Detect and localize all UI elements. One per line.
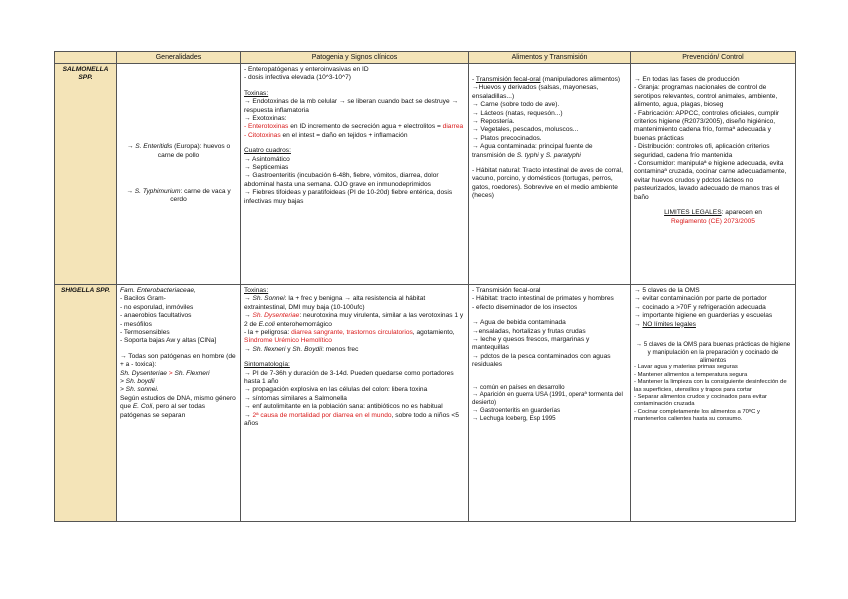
text-line: - Mantener la limpieza con la consiguiente desinfección de las superficies, utensilios y trapos para cortar <box>634 379 787 393</box>
table-row-salmonella <box>55 64 796 285</box>
text-line: → pdctos de la pesca contaminados con aguas residuales <box>472 352 611 369</box>
text-line: - Hábitat: tracto intestinal de primates y hombres <box>472 295 614 303</box>
text-line: - Enteropatógenas y enteroinvasivas en ID <box>244 66 369 73</box>
section-title-cuadros: Cuatro cuadros: <box>244 147 291 155</box>
text-line: - Termosensibles <box>120 329 170 337</box>
text-line: - Enterotoxinas en ID incremento de secreción agua + electrolitos = diarrea <box>244 123 464 131</box>
section-title-sintomatologia: Sintomatología: <box>244 361 290 369</box>
reglamento-ref: Reglamento (CE) 2073/2005 <box>671 217 755 225</box>
text-line: → propagación explosiva en las células del colon: libera toxina <box>244 386 428 394</box>
text-line: Según estudios de DNA, mismo género que E. Coli, pero al ser todas patógenas se separan <box>120 394 236 419</box>
text-line: - Soporta bajas Aw y altas [ClNa] <box>120 337 217 345</box>
text-line: → enf autolimitante en la población sana: antibióticos no es habitual <box>244 403 443 411</box>
text-line: Sh. Dysenteriae > Sh. Flexneri <box>120 369 210 377</box>
salmonella-alimentos-cell <box>469 64 631 285</box>
text-line: → leche y quesos frescos, margarinas y mantequillas <box>472 336 590 352</box>
text-line: - Consumidor: manipulaª e higiene adecuada, evita contaminaª cruzada, cocinar carne adecuadamente, evitar huevos crudos y pdctos lácteos no pasteurizados, lavado adecuado de manos tras el baño <box>634 160 787 201</box>
salmonella-prevencion-cell <box>631 64 796 285</box>
text-line: - Granja: programas nacionales de control de serotipos relevantes, control animales, ambiente, alimento, agua, plagas, bioseg <box>634 84 778 109</box>
text-line: - Lavar agua y materias primas seguras <box>634 364 738 371</box>
salmonella-generalidades-cell <box>117 64 241 285</box>
text-line: → Repostería. <box>472 118 515 126</box>
text-line: - la + peligrosa: diarrea sangrante, trastornos circulatorios, agotamiento, Síndrome Urémico Hemolítico <box>244 329 455 345</box>
text-line: → Asintomático <box>244 155 290 163</box>
text-line: - Transmisión fecal-oral <box>472 287 541 294</box>
table-row-shigella <box>55 285 796 522</box>
text-line: →ensaladas, hortalizas y frutas crudas <box>472 327 586 335</box>
text-line: →Huevos y derivados (salsas, mayonesas, ensaladillas...) <box>472 84 599 100</box>
text-line: - efecto diseminador de los insectos <box>472 303 578 311</box>
text-line: > Sh. sonnei. <box>120 386 159 394</box>
text-line: - Hábitat natural: Tracto intestinal de aves de corral, vacuno, porcino, y domésticos (tortugas, perros, gatos, roedores). Sobrevive en el medio ambiente (heces) <box>472 167 623 200</box>
text-line: → Exotoxinas: <box>244 115 287 123</box>
salmonella-enteritidis-text: → S. Enteritidis (Europa): huevos o carne de pollo <box>126 143 231 159</box>
row-label-shigella: SHIGELLA SPP. <box>55 285 117 522</box>
section-title-toxinas: Toxinas: <box>244 287 269 294</box>
text-line: - Distribución: controles ofi, aplicación criterios seguridad, cadena frío mantenida <box>634 143 770 159</box>
text-line: - Transmisión fecal-oral (manipuladores alimentos) <box>472 76 621 83</box>
text-line: - Cocinar completamente los alimentos a 70ºC y mantenerlos calientes hasta su consumo. <box>634 408 760 423</box>
text-line: → Gastroenteritis (incubación 6-48h, fiebre, vómitos, diarrea, dolor abdominal hasta una semana. OJO grave en inmunodeprimidos <box>244 172 439 188</box>
text-line: → Lácteos (natas, requesón...) <box>472 109 563 117</box>
header-row <box>55 52 796 64</box>
text-line: → Todas son patógenas en hombre (de + a - toxica): <box>120 352 236 369</box>
shigella-alimentos-cell <box>469 285 631 522</box>
text-line: - Separar alimentos crudos y cocinados para evitar contaminación cruzada <box>634 394 767 408</box>
text-line: → Aparición en guerra USA (1991, operaª tormenta del desierto) <box>472 391 623 407</box>
text-line: → síntomas similares a Salmonella <box>244 394 347 402</box>
text-line: > Sh. boydii <box>120 378 155 386</box>
header-patogenia: Patogenia y Signos clínicos <box>241 52 469 64</box>
text-line: → Endotoxinas de la mb celular → se liberan cuando bact se destruye → respuesta inflamatoria <box>244 98 459 114</box>
text-line: → evitar contaminación por parte de portador <box>634 295 767 303</box>
text-line: - mesófilos <box>120 320 152 328</box>
text-line: → Vegetales, pescados, moluscos... <box>472 126 579 134</box>
text-line: → Septicemias <box>244 164 289 172</box>
text-line: → NO límites legales <box>634 320 696 328</box>
limites-legales: LIMITES LEGALES: aparecen en <box>664 209 762 217</box>
shigella-patogenia-cell <box>241 285 469 522</box>
text-line: → común en países en desarrollo <box>472 383 565 391</box>
header-corner <box>55 52 117 64</box>
comparison-table <box>54 51 796 522</box>
text-line: → Lechuga Iceberg, Esp 1995 <box>472 414 556 422</box>
text-line: → cocinado a >70F y refrigeración adecuada <box>634 303 766 311</box>
text-line: - no esporulad, inmóviles <box>120 303 194 311</box>
oms-keys-title: → 5 claves de la OMS para buenas prácticas de higiene y manipulación en la preparación y cocinado de alimentos <box>635 341 791 364</box>
header-alimentos: Alimentos y Transmisión <box>469 52 631 64</box>
header-prevencion: Prevención/ Control <box>631 52 796 64</box>
text-line: → Agua contaminada: principal fuente de transmisión de S. typhi y S. paratyphi <box>472 143 593 159</box>
text-line: - Mantener alimentos a temperatura segura <box>634 371 748 378</box>
text-line: - Fabricación: APPCC, controles oficiales, cumplir criterios higiene (R2073/2005), diseño higiénico, mantenimiento cadena frío, formaª adecuada y buenas prácticas <box>634 109 780 142</box>
text-line: → Platos precocinados. <box>472 134 542 142</box>
text-line: → Sh. flexneri y Sh. Boydii: menos frec <box>244 345 359 353</box>
header-generalidades: Generalidades <box>117 52 241 64</box>
text-line: → Sh. Dysenteriae: neurotoxina muy virulenta, similar a las verotoxinas 1 y 2 de E.coli enterohemorrágico <box>244 312 464 328</box>
text-line: → Carne (sobre todo de ave). <box>472 101 560 109</box>
text-line: → En todas las fases de producción <box>634 76 740 83</box>
text-line: - Bacilos Gram- <box>120 295 166 303</box>
text-line: Fam. Enterobacteriaceae, <box>120 287 196 294</box>
shigella-prevencion-cell <box>631 285 796 522</box>
text-line: - dosis infectiva elevada (10^3-10^7) <box>244 74 351 82</box>
salmonella-patogenia-cell <box>241 64 469 285</box>
text-line: → importante higiene en guarderías y escuelas <box>634 312 773 320</box>
text-line: → Fiebres tifoideas y paratifoideas (PI de 10-20d) fiebre entérica, dosis infectivas muy bajas <box>244 189 453 205</box>
shigella-generalidades-cell <box>117 285 241 522</box>
text-line: → 2ª causa de mortalidad por diarrea en el mundo, sobre todo a niños <5 años <box>244 411 459 428</box>
text-line: → Agua de bebida contaminada <box>472 319 566 327</box>
text-line: → Sh. Sonnei: la + frec y benigna → alta resistencia al hábitat extraintestinal, DMI muy baja (10-100ufc) <box>244 295 426 311</box>
text-line: - Citotoxinas en el intest = daño en tejidos + inflamación <box>244 131 408 139</box>
salmonella-typhimurium-text: → S. Typhimurium: carne de vaca y cerdo <box>126 188 231 204</box>
section-title-toxinas: Toxinas: <box>244 89 269 97</box>
text-line: → Gastroenteritis en guarderías <box>472 407 561 415</box>
row-label-salmonella: SALMONELLA SPP. <box>55 64 117 285</box>
text-line: - anaerobios facultativos <box>120 312 192 320</box>
text-line: → PI de 7-36h y duración de 3-14d. Pueden quedarse como portadores hasta 1 año <box>244 369 454 386</box>
text-line: → 5 claves de la OMS <box>634 287 700 294</box>
